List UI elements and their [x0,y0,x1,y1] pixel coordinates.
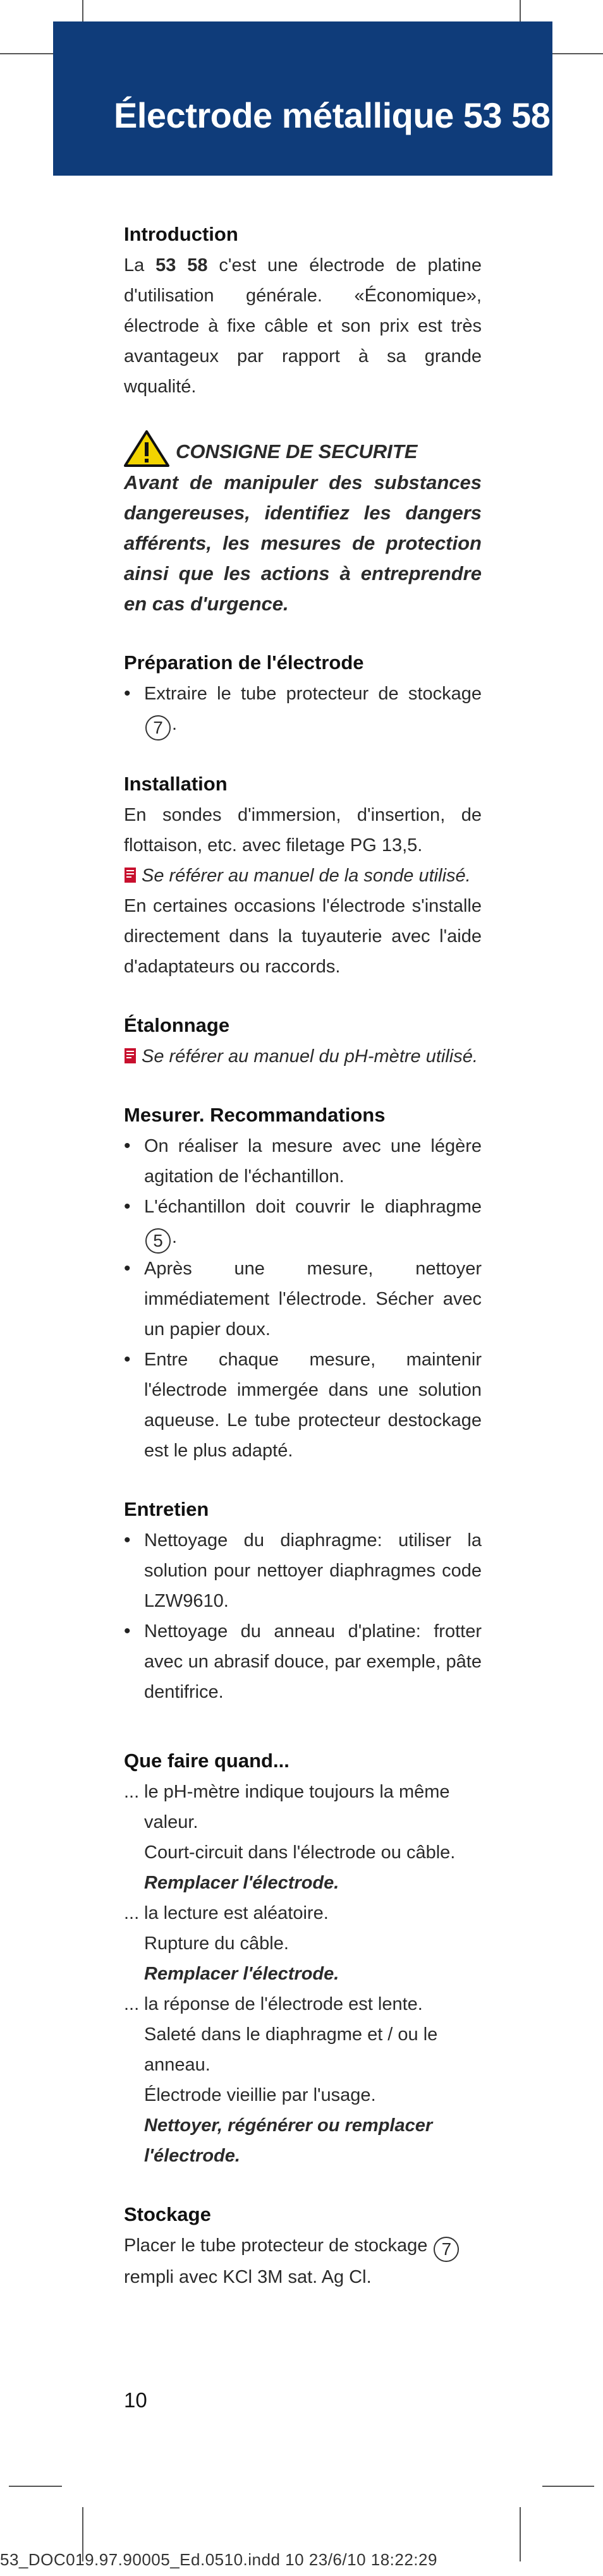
safety-text: Avant de manipuler des substances dangereuses, identifiez les dangers afférents, les mesures de protection ainsi que les actions à entreprendre en cas d'urgence. [124,471,482,615]
section-title-introduction: Introduction [124,223,238,245]
list-item: • Après une mesure, nettoyer immédiatement l'électrode. Sécher avec un papier doux. [124,1254,482,1345]
manual-reference-text: Se référer au manuel du pH-mètre utilisé. [142,1046,478,1067]
book-reference-icon [124,867,137,883]
storage-text-prefix: Placer le tube protecteur de stockage [124,2235,433,2256]
intro-text-prefix: La [124,255,156,275]
symptom-text: le pH-mètre indique toujours la même valeur. [144,1782,450,1832]
section-title-calibration: Étalonnage [124,1014,230,1036]
list-item: • Nettoyage du diaphragme: utiliser la solution pour nettoyer diaphragmes code LZW9610. [124,1525,482,1616]
troubleshoot-symptom [124,1777,482,1837]
page-title: Électrode métallique 53 58 [114,95,551,135]
symptom-text: la réponse de l'électrode est lente. [144,1994,423,2014]
troubleshoot-symptom [124,1989,482,2019]
list-item [124,679,482,741]
troubleshoot-cause: Électrode vieillie par l'usage. [144,2085,376,2105]
manual-reference-text: Se référer au manuel de la sonde utilisé. [142,866,471,886]
safety-header [124,430,482,468]
troubleshoot-cause: Saleté dans le diaphragme et / ou le anneau. [144,2024,438,2075]
ellipsis: ... [124,1903,140,1923]
section-title-measure: Mesurer. Recommandations [124,1104,386,1126]
crop-mark-bottom-right-h [542,2486,594,2487]
crop-mark-top-left-h [0,53,61,54]
part-reference-badge: 7 [434,2237,459,2262]
manual-reference [124,861,482,891]
section-title-installation: Installation [124,773,228,795]
troubleshoot-cause: Rupture du câble. [144,1933,289,1954]
list-item: • Nettoyage du anneau d'platine: frotter avec un abrasif douce, par exemple, pâte dentifrice. [124,1616,482,1707]
storage-text-rest: rempli avec KCl 3M sat. Ag Cl. [124,2267,372,2287]
list-item-end: . [172,1227,178,1247]
ellipsis: ... [124,1994,140,2014]
installation-text-2: En certaines occasions l'électrode s'installe directement dans la tuyauterie avec l'aide d'adaptateurs ou raccords. [124,896,482,977]
section-title-storage: Stockage [124,2203,211,2225]
troubleshoot-symptom [124,1898,482,1928]
part-reference-badge: 5 [145,1228,171,1254]
intro-product-code: 53 58 [155,255,208,275]
section-title-troubleshoot: Que faire quand... [124,1750,289,1772]
troubleshoot-cause: Court-circuit dans l'électrode ou câble. [144,1842,456,1863]
section-title-maintenance: Entretien [124,1498,209,1520]
installation-text: En sondes d'immersion, d'insertion, de flottaison, etc. avec filetage PG 13,5. [124,805,482,856]
crop-mark-bottom-left-h [9,2486,62,2487]
safety-label: CONSIGNE DE SECURITE [176,440,418,463]
list-item: • Entre chaque mesure, maintenir l'électrode immergée dans une solution aqueuse. Le tube protecteur destockage est le plus adapté. [124,1345,482,1466]
intro-paragraph [124,250,482,402]
part-reference-badge: 7 [145,715,171,741]
storage-text [124,2230,482,2262]
print-slug: 53_DOC019.97.90005_Ed.0510.indd 10 23/6/10 18:22:29 [0,2550,437,2569]
list-item-end: . [172,714,178,734]
list-item-text: Extraire le tube protecteur de stockage [144,684,482,704]
list-item-text: L'échantillon doit couvrir le diaphragme [144,1197,482,1217]
symptom-text: la lecture est aléatoire. [144,1903,329,1923]
page-number: 10 [124,2388,147,2412]
troubleshoot-action: Nettoyer, régénérer ou remplacer l'électrode. [144,2115,433,2166]
list-item: • On réaliser la mesure avec une légère agitation de l'échantillon. [124,1131,482,1192]
document-body [124,219,482,2292]
intro-text-rest: c'est une électrode de platine d'utilisation générale. «Économique», électrode à fixe câble et son prix est très avantageux par rapport à sa grande wqualité. [124,255,482,397]
list-item [124,1192,482,1254]
troubleshoot-action: Remplacer l'électrode. [144,1964,339,1984]
section-title-preparation: Préparation de l'électrode [124,651,364,674]
book-reference-icon [124,1048,137,1064]
ellipsis: ... [124,1782,140,1802]
troubleshoot-action: Remplacer l'électrode. [144,1873,339,1893]
manual-reference [124,1041,482,1072]
warning-triangle-icon [124,430,169,468]
